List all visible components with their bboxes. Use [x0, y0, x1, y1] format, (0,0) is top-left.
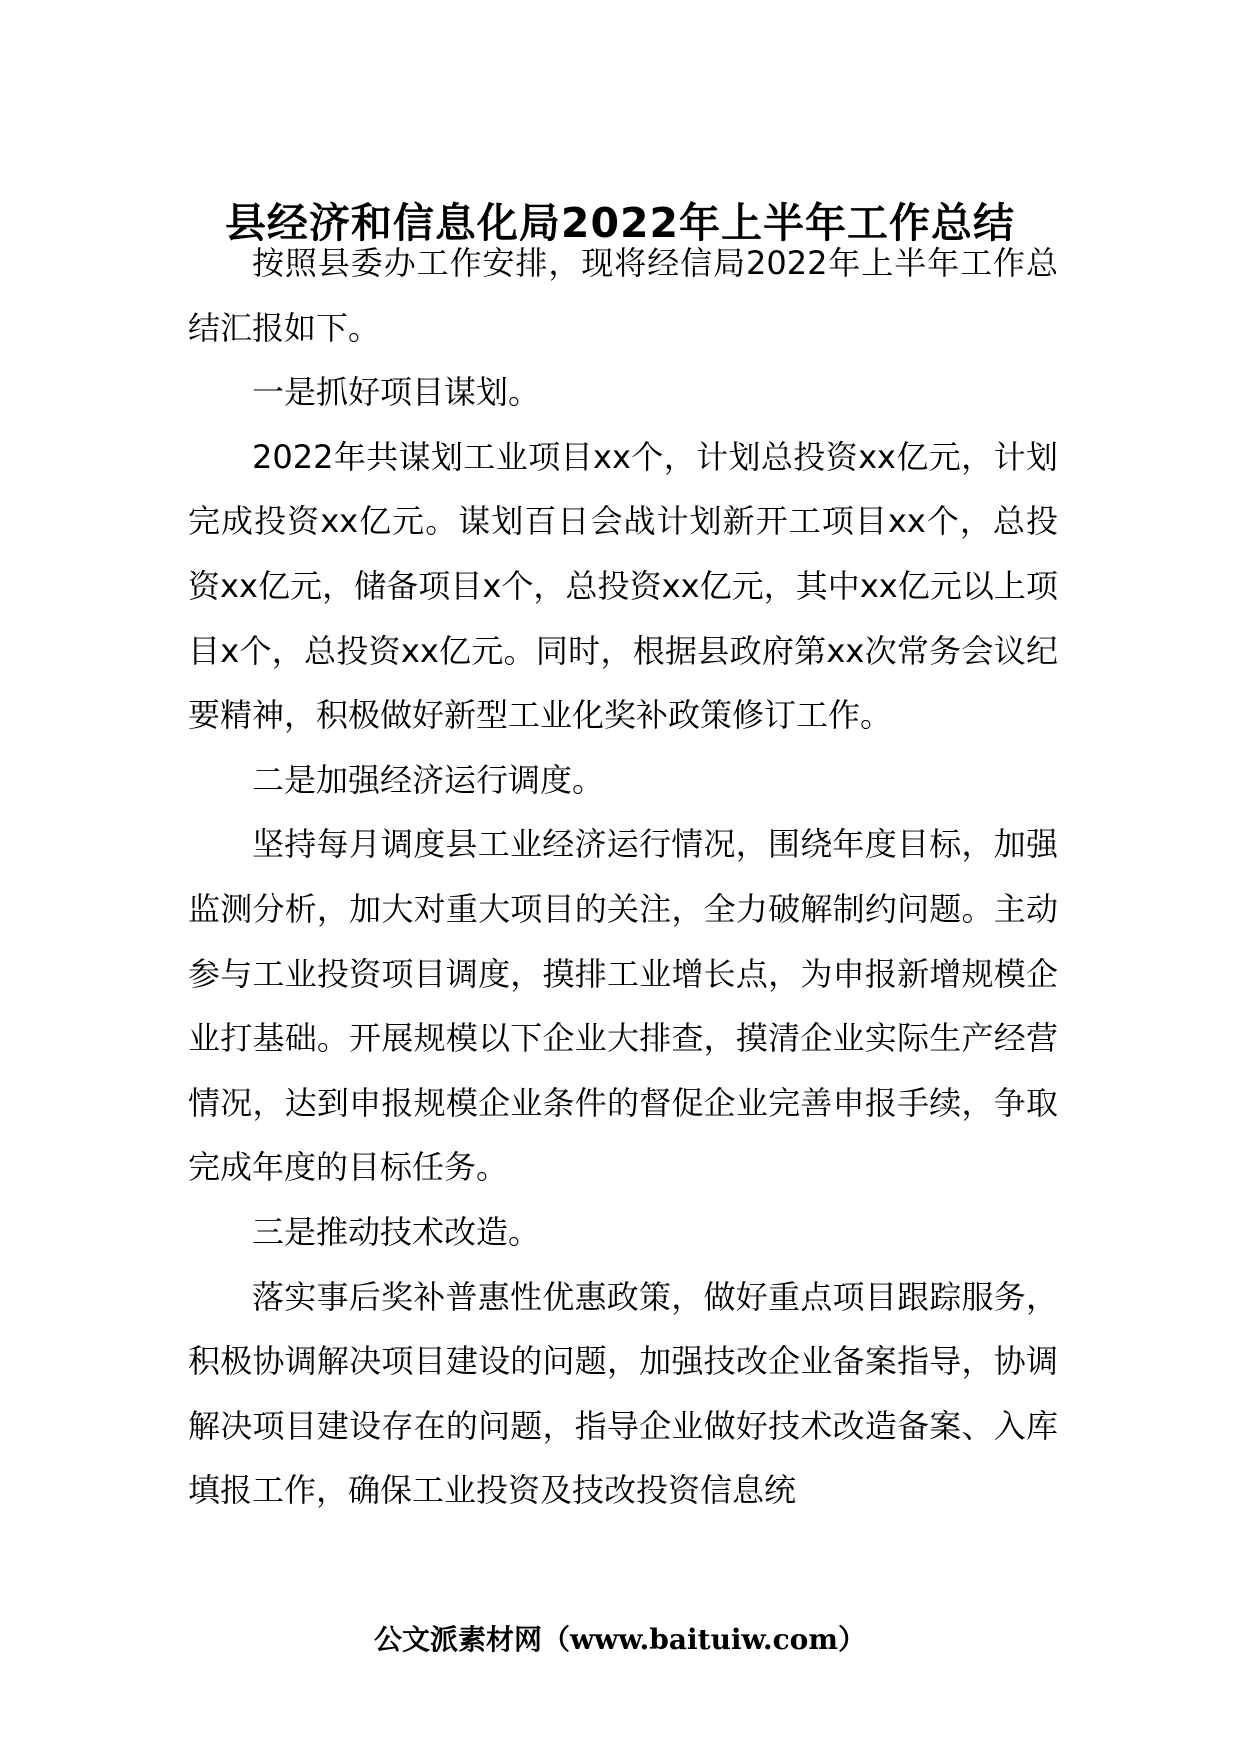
paragraph-economic-operation: 坚持每月调度县工业经济运行情况，围绕年度目标，加强监测分析，加大对重大项目的关注，全力破解制约问题。主动参与工业投资项目调度，摸排工业增长点，为申报新增规模企业打基础。开展规模以下企业大排查，摸清企业实际生产经营情况，达到申报规模企业条件的督促企业完善申报手续，争取完成年度的目标任务。 — [188, 825, 1058, 1187]
paragraph-project-planning: 2022年共谋划工业项目xx个，计划总投资xx亿元，计划完成投资xx亿元。谋划百日会战计划新开工项目xx个，总投资xx亿元，储备项目x个，总投资xx亿元，其中xx亿元以上项目x个，总投资xx亿元。同时，根据县政府第xx次常务会议纪要精神，积极做好新型工业化奖补政策修订工作。 — [188, 437, 1058, 735]
page-footer-watermark: 公文派素材网（www.baituiw.com） — [374, 1623, 866, 1656]
paragraph-intro: 按照县委办工作安排，现将经信局2022年上半年工作总结汇报如下。 — [188, 244, 1058, 347]
paragraph-technical-renovation: 落实事后奖补普惠性优惠政策，做好重点项目跟踪服务，积极协调解决项目建设的问题，加强技改企业备案指导，协调解决项目建设存在的问题，指导企业做好技术改造备案、入库填报工作，确保工业投资及技改投资信息统 — [188, 1277, 1058, 1510]
document-title: 县经济和信息化局2022年上半年工作总结 — [224, 199, 1016, 248]
document-body — [188, 231, 1058, 1523]
section-heading-1: 一是抓好项目谋划。 — [252, 373, 541, 412]
section-heading-3: 三是推动技术改造。 — [252, 1212, 541, 1251]
section-heading-2: 二是加强经济运行调度。 — [252, 760, 605, 799]
